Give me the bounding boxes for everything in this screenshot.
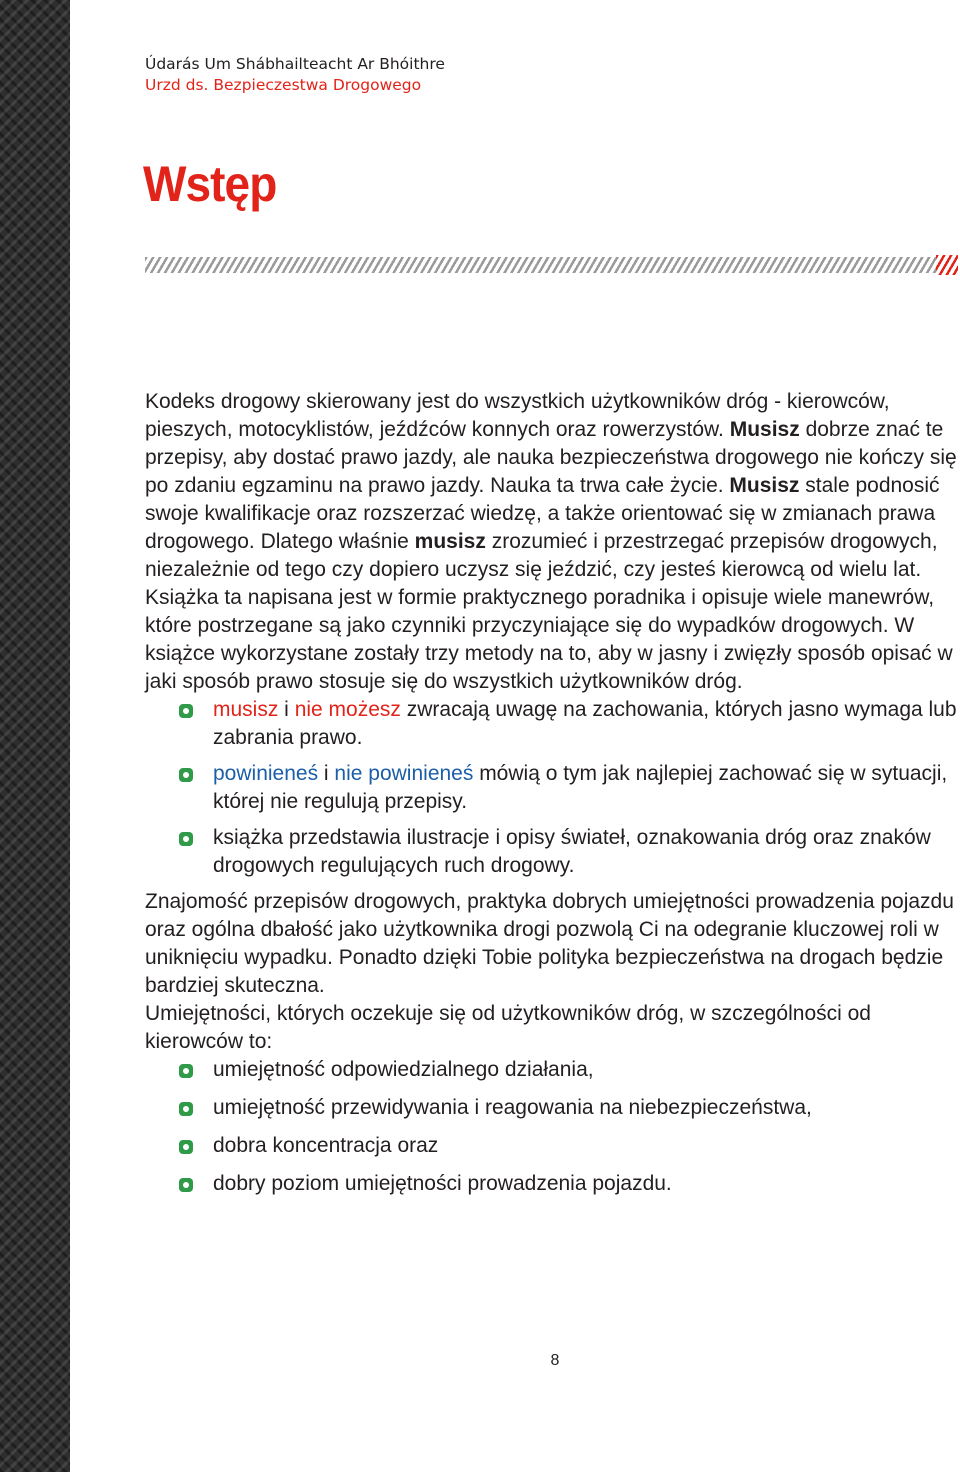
page-title: Wstęp	[143, 156, 277, 212]
keyword-should-not: nie powinieneś	[334, 762, 474, 785]
bullet-icon	[179, 1140, 193, 1154]
text-run: i	[318, 762, 335, 785]
text-run: i	[278, 698, 295, 721]
emphasis-musisz: musisz	[414, 530, 486, 553]
text-run: zwracają uwagę na zachowania, których jasno wymaga lub zabrania prawo.	[213, 698, 957, 749]
organization-header	[145, 54, 445, 96]
skills-list	[145, 1056, 960, 1198]
main-content	[145, 388, 960, 1208]
bullet-icon	[179, 768, 193, 782]
list-item	[213, 1056, 960, 1084]
text-run: zrozumieć i przestrzegać przepisów drogowych, niezależnie od tego czy dopiero uczysz się jeździć, czy jesteś kierowcą od wielu lat.	[145, 530, 938, 581]
emphasis-musisz: Musisz	[729, 418, 800, 441]
text-run: stale podnosić swoje kwalifikacje oraz rozszerzać wiedzę, a także orientować się w zmianach prawa drogowego. Dlatego właśnie	[145, 474, 940, 553]
skill-text: dobry poziom umiejętności prowadzenia pojazdu.	[213, 1172, 672, 1195]
keyword-must-not: nie możesz	[294, 698, 401, 721]
list-item	[213, 1094, 960, 1122]
text-run: Kodeks drogowy skierowany jest do wszystkich użytkowników dróg - kierowców, pieszych, motocyklistów, jeźdźców konnych oraz rowerzystów.	[145, 390, 890, 441]
bullet-icon	[179, 1178, 193, 1192]
title-divider-accent	[936, 255, 958, 275]
org-name-irish: Údarás Um Shábhailteacht Ar Bhóithre	[145, 55, 445, 73]
list-item	[213, 696, 960, 752]
title-divider	[145, 257, 940, 273]
skills-intro-paragraph: Umiejętności, których oczekuje się od użytkowników dróg, w szczególności od kierowców to:	[145, 1002, 871, 1053]
decorative-side-strip	[0, 0, 70, 1472]
list-item	[213, 824, 960, 880]
intro-paragraph	[145, 388, 960, 584]
knowledge-paragraph: Znajomość przepisów drogowych, praktyka dobrych umiejętności prowadzenia pojazdu oraz ogólna dbałość jako użytkownika drogi pozwolą Ci na odegranie kluczowej roli w uniknięciu wypadku. Ponadto dzięki Tobie polityka bezpieczeństwa na drogach będzie bardziej skuteczna.	[145, 890, 954, 997]
methods-list	[145, 696, 960, 880]
skill-text: dobra koncentracja oraz	[213, 1134, 439, 1157]
emphasis-musisz: Musisz	[729, 474, 800, 497]
text-run: książka przedstawia ilustracje i opisy świateł, oznakowania dróg oraz znaków drogowych regulujących ruch drogowy.	[213, 826, 931, 877]
text-run: dobrze znać te przepisy, aby dostać prawo jazdy, ale nauka bezpieczeństwa drogowego nie kończy się po zdaniu egzaminu na prawo jazdy. Nauka ta trwa całe życie.	[145, 418, 957, 497]
org-name-polish: Urzd ds. Bezpieczestwa Drogowego	[145, 76, 422, 94]
keyword-should: powinieneś	[213, 762, 319, 785]
keyword-must: musisz	[213, 698, 279, 721]
methods-intro-paragraph: Książka ta napisana jest w formie praktycznego poradnika i opisuje wiele manewrów, które postrzegane są jako czynniki przyczyniające się do wypadków drogowych. W książce wykorzystane zostały trzy metody na to, aby w jasny i zwięzły sposób opisać w jaki sposób prawo stosuje się do wszystkich użytkowników dróg.	[145, 586, 953, 693]
list-item	[213, 1170, 960, 1198]
list-item	[213, 760, 960, 816]
list-item	[213, 1132, 960, 1160]
bullet-icon	[179, 1064, 193, 1078]
skill-text: umiejętność przewidywania i reagowania na niebezpieczeństwa,	[213, 1096, 812, 1119]
text-run: mówią o tym jak najlepiej zachować się w sytuacji, której nie regulują przepisy.	[213, 762, 948, 813]
bullet-icon	[179, 1102, 193, 1116]
bullet-icon	[179, 832, 193, 846]
skill-text: umiejętność odpowiedzialnego działania,	[213, 1058, 594, 1081]
bullet-icon	[179, 704, 193, 718]
page-number: 8	[550, 1352, 560, 1369]
